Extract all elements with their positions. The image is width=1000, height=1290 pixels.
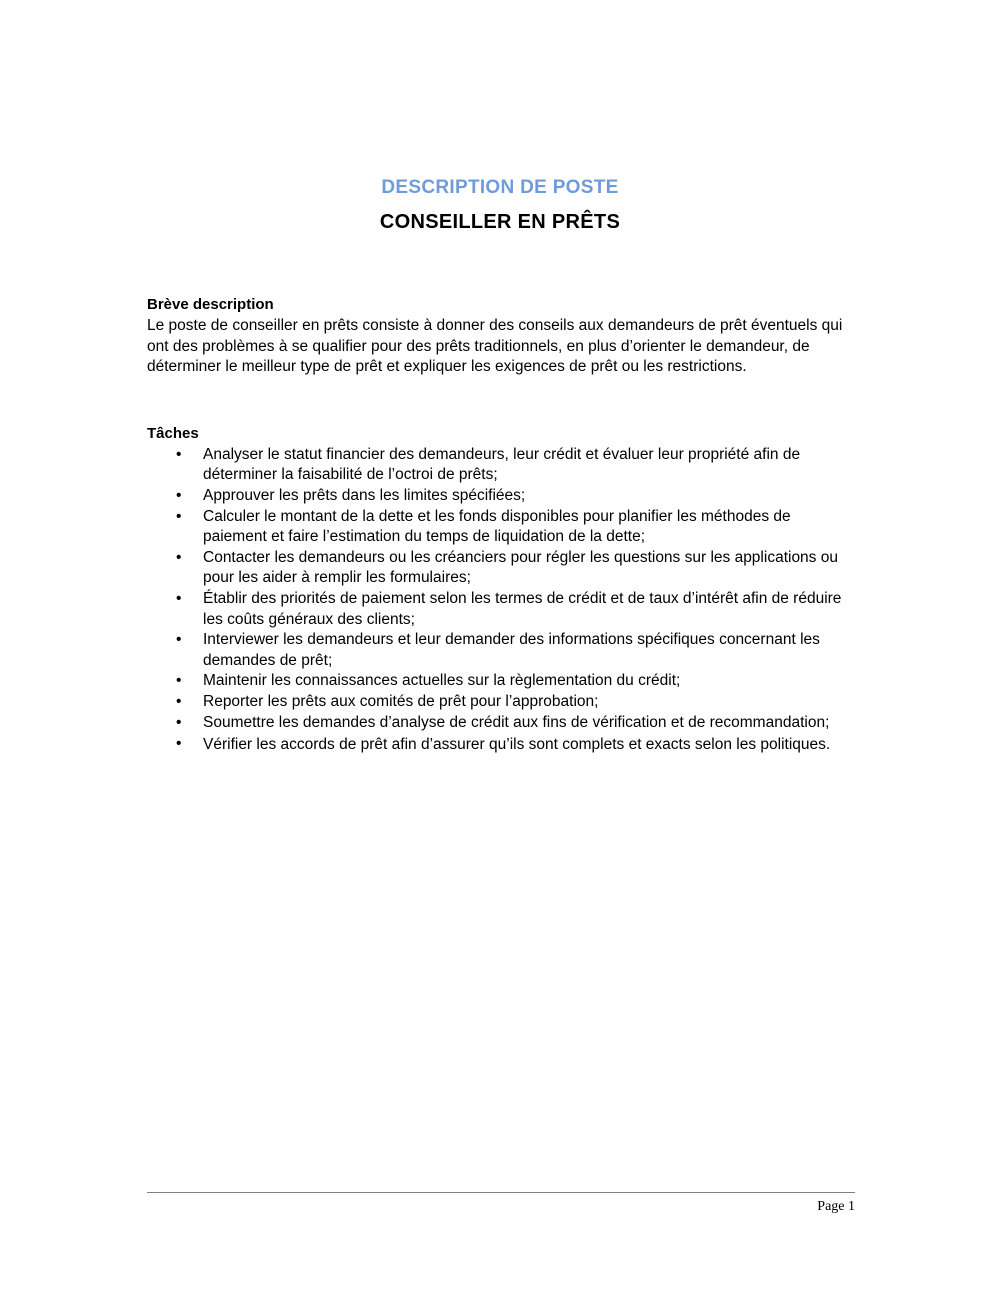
list-item bbox=[147, 445, 853, 486]
document-body bbox=[147, 0, 853, 757]
bullet-icon: • bbox=[176, 692, 182, 710]
document-kicker: DESCRIPTION DE POSTE bbox=[381, 177, 619, 198]
title-block bbox=[147, 0, 853, 235]
list-item bbox=[147, 630, 853, 671]
list-item bbox=[147, 548, 853, 589]
page-number: Page 1 bbox=[817, 1199, 855, 1214]
list-item bbox=[147, 486, 853, 507]
list-item-text: Établir des priorités de paiement selon les termes de crédit et de taux d’intérêt afin de réduire les coûts généraux des clients; bbox=[203, 589, 842, 628]
taches-bullet-list bbox=[147, 445, 853, 757]
bullet-icon: • bbox=[176, 713, 182, 731]
bullet-icon: • bbox=[176, 445, 182, 463]
list-item-text: Soumettre les demandes d’analyse de crédit aux fins de vérification et de recommandation; bbox=[203, 713, 830, 731]
page-footer bbox=[147, 1192, 855, 1216]
breve-description-paragraph: Le poste de conseiller en prêts consiste à donner des conseils aux demandeurs de prêt éventuels qui ont des problèmes à se qualifier pour des prêts traditionnels, en plus d’orienter le demandeur, de déterminer le meilleur type de prêt et expliquer les exigences de prêt ou les restrictions. bbox=[147, 317, 843, 376]
list-item-text: Reporter les prêts aux comités de prêt pour l’approbation; bbox=[203, 692, 599, 710]
bullet-icon: • bbox=[176, 507, 182, 525]
list-item bbox=[147, 589, 853, 630]
list-item bbox=[147, 713, 853, 734]
list-item bbox=[147, 692, 853, 713]
page-title: CONSEILLER EN PRÊTS bbox=[379, 211, 621, 233]
list-item-text: Approuver les prêts dans les limites spécifiées; bbox=[203, 486, 526, 504]
list-item bbox=[147, 733, 853, 757]
list-item bbox=[147, 507, 853, 548]
list-item bbox=[147, 671, 853, 692]
list-item-text: Analyser le statut financier des demandeurs, leur crédit et évaluer leur propriété afin de déterminer la faisabilité de l’octroi de prêts; bbox=[203, 445, 801, 484]
section-heading-breve-description: Brève description bbox=[147, 296, 274, 313]
list-item-text: Maintenir les connaissances actuelles sur la règlementation du crédit; bbox=[203, 672, 681, 690]
list-item-text: Contacter les demandeurs ou les créanciers pour régler les questions sur les applications ou pour les aider à remplir les formulaires; bbox=[203, 548, 838, 587]
list-item-text: Vérifier les accords de prêt afin d’assurer qu’ils sont complets et exacts selon les politiques. bbox=[203, 736, 831, 754]
section-taches bbox=[147, 424, 853, 757]
bullet-icon: • bbox=[176, 672, 182, 690]
list-item-text: Interviewer les demandeurs et leur demander des informations spécifiques concernant les demandes de prêt; bbox=[203, 631, 820, 669]
bullet-icon: • bbox=[176, 589, 182, 607]
bullet-icon: • bbox=[176, 486, 182, 504]
bullet-icon: • bbox=[176, 735, 182, 753]
section-breve-description bbox=[147, 295, 853, 378]
bullet-icon: • bbox=[176, 631, 182, 649]
list-item-text: Calculer le montant de la dette et les fonds disponibles pour planifier les méthodes de paiement et faire l’estimation du temps de liquidation de la dette; bbox=[203, 507, 791, 546]
bullet-icon: • bbox=[176, 548, 182, 566]
footer-divider bbox=[147, 1192, 855, 1193]
section-heading-taches: Tâches bbox=[147, 424, 199, 442]
